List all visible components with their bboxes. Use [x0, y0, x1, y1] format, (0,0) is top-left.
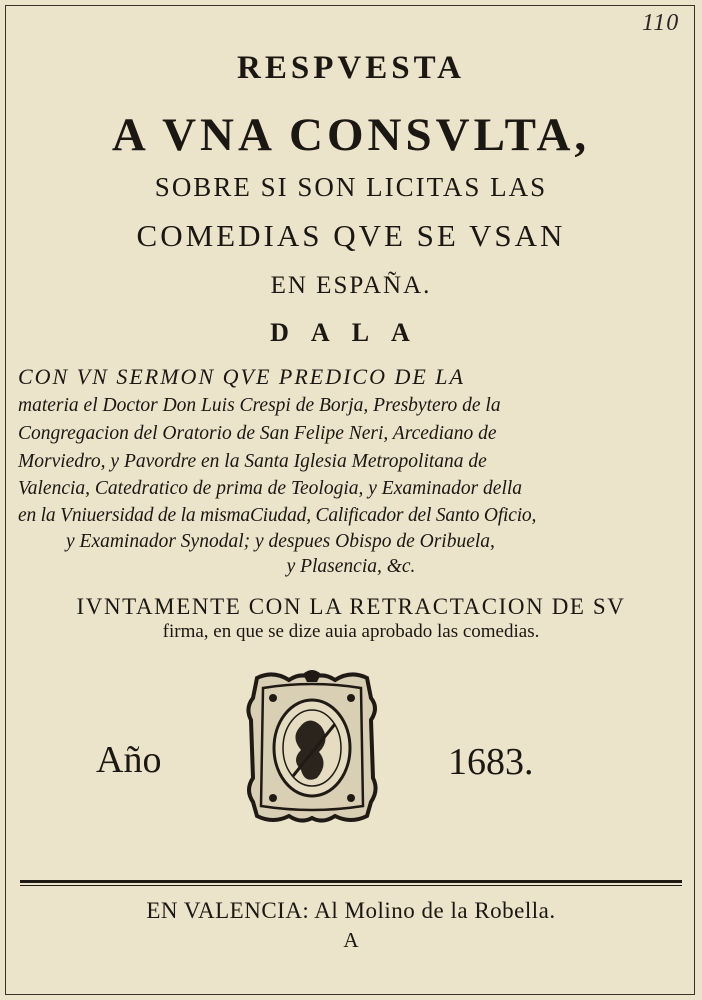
title-line-2: A VNA CONSVLTA, — [111, 109, 591, 161]
body-line-4: Morviedro, y Pavordre en la Santa Iglesia Metropolitana de — [18, 451, 487, 472]
body-line-5: Valencia, Catedratico de prima de Teologia, y Examinador della — [18, 478, 523, 499]
body-line-3: Congregacion del Oratorio de San Felipe Neri, Arcediano de — [18, 423, 497, 444]
title-line-6: DALA — [270, 318, 432, 347]
body-line-7: y Examinador Synodal; y despues Obispo de Oribuela, — [66, 531, 495, 552]
body-line-8: y Plasencia, &c. — [286, 556, 416, 577]
title-line-1: RESPVESTA — [237, 50, 465, 86]
printers-device-icon — [243, 668, 381, 826]
title-line-4: COMEDIAS QVE SE VSAN — [136, 218, 566, 253]
body-line-1: CON VN SERMON QVE PREDICO DE LA — [18, 364, 465, 389]
year-label: Año — [96, 739, 162, 781]
title-line-5: EN ESPAÑA. — [270, 272, 432, 299]
folio-number: 110 — [642, 10, 680, 36]
signature-mark: A — [343, 928, 359, 952]
year-value: 1683. — [448, 741, 534, 783]
imprint-rule-thick — [20, 880, 682, 883]
juntamente-line-1: IVNTAMENTE CON LA RETRACTACION DE SV — [76, 594, 626, 619]
imprint-line: EN VALENCIA: Al Molino de la Robella. — [146, 898, 556, 923]
title-line-3: SOBRE SI SON LICITAS LAS — [154, 172, 548, 202]
imprint-rule-thin — [20, 885, 682, 886]
body-line-2: materia el Doctor Don Luis Crespi de Borja, Presbytero de la — [18, 395, 501, 416]
body-line-6: en la Vniuersidad de la mismaCiudad, Calificador del Santo Oficio, — [18, 505, 537, 526]
juntamente-line-2: firma, en que se dize auia aprobado las comedias. — [162, 621, 540, 642]
